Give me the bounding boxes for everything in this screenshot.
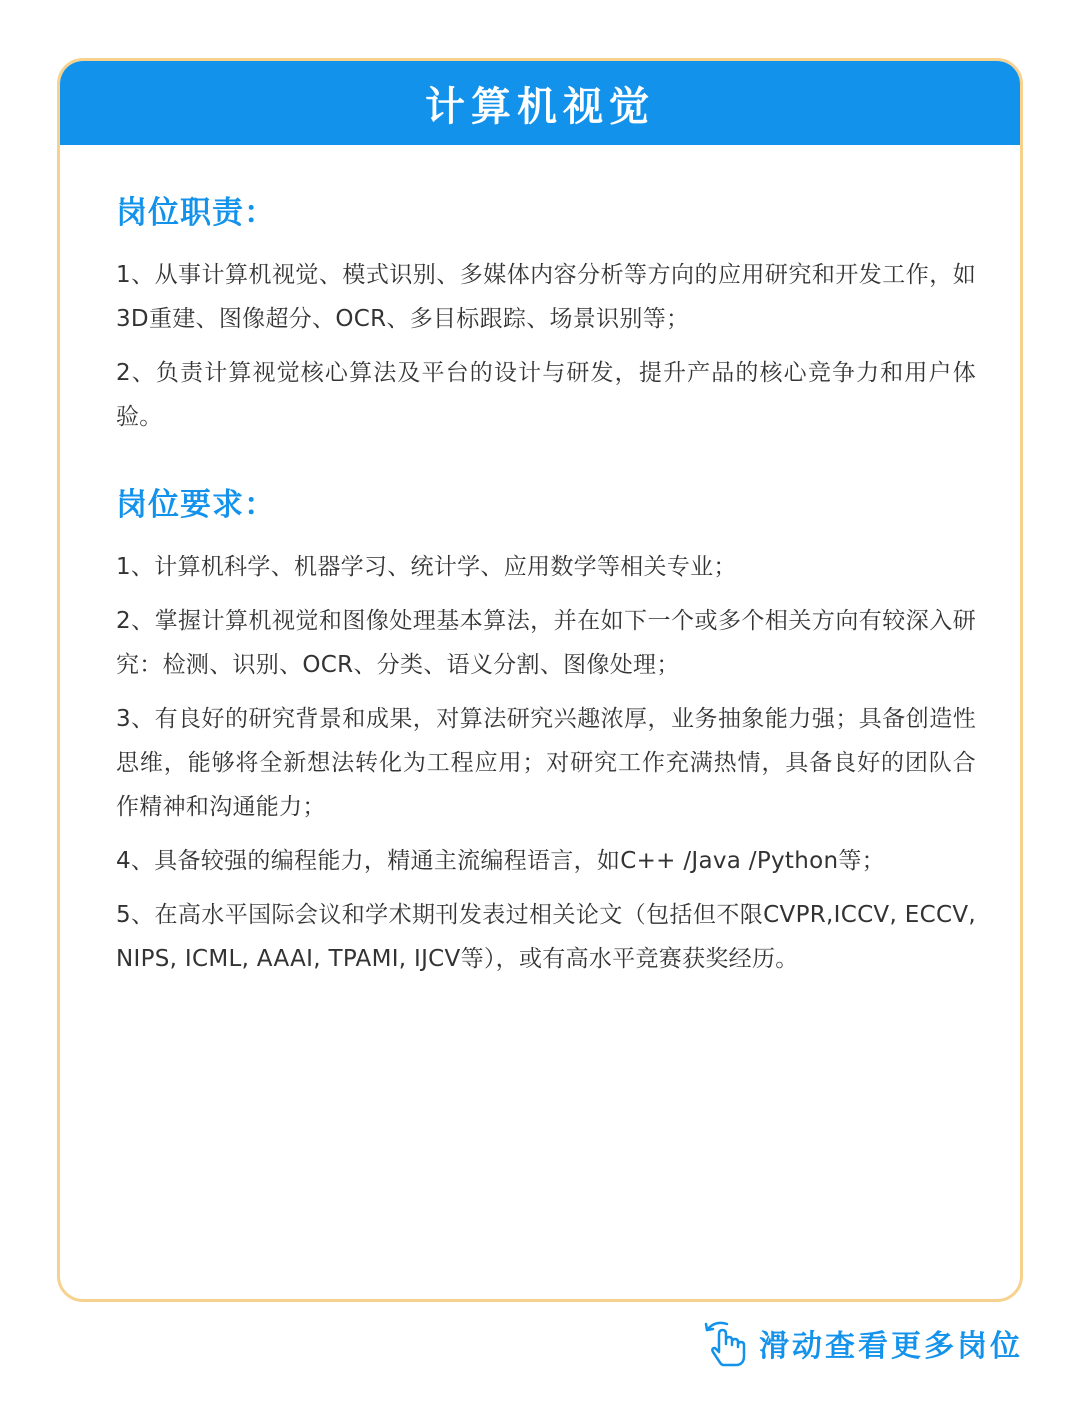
requirements-section	[116, 483, 976, 981]
card-body	[60, 145, 1020, 981]
job-title: 计算机视觉	[425, 83, 655, 130]
duty-item: 1、从事计算机视觉、模式识别、多媒体内容分析等方向的应用研究和开发工作，如3D重建、图像超分、OCR、多目标跟踪、场景识别等；	[116, 262, 976, 332]
duty-item: 2、负责计算视觉核心算法及平台的设计与研发，提升产品的核心竞争力和用户体验。	[116, 360, 976, 430]
requirement-item: 3、有良好的研究背景和成果，对算法研究兴趣浓厚，业务抽象能力强；具备创造性思维，能够将全新想法转化为工程应用；对研究工作充满热情，具备良好的团队合作精神和沟通能力；	[116, 706, 976, 820]
duties-section	[116, 191, 976, 439]
requirement-item: 1、计算机科学、机器学习、统计学、应用数学等相关专业；	[116, 554, 737, 580]
requirement-item: 4、具备较强的编程能力，精通主流编程语言，如C++ /Java /Python等；	[116, 848, 885, 874]
swipe-more-label: 滑动查看更多岗位	[759, 1329, 1023, 1364]
requirements-heading: 岗位要求：	[116, 487, 276, 523]
card-header	[60, 61, 1020, 145]
requirement-item: 5、在高水平国际会议和学术期刊发表过相关论文（包括但不限CVPR,ICCV, ECCV, NIPS, ICML, AAAI, TPAMI, IJCV等），或有高水平竞赛获奖经历。	[116, 902, 976, 972]
swipe-more-jobs[interactable]	[703, 1318, 1023, 1368]
requirement-item: 2、掌握计算机视觉和图像处理基本算法，并在如下一个或多个相关方向有较深入研究：检测、识别、OCR、分类、语义分割、图像处理；	[116, 608, 976, 678]
swipe-hand-icon	[703, 1318, 749, 1368]
job-card	[57, 58, 1023, 1302]
duties-heading: 岗位职责：	[116, 195, 276, 231]
